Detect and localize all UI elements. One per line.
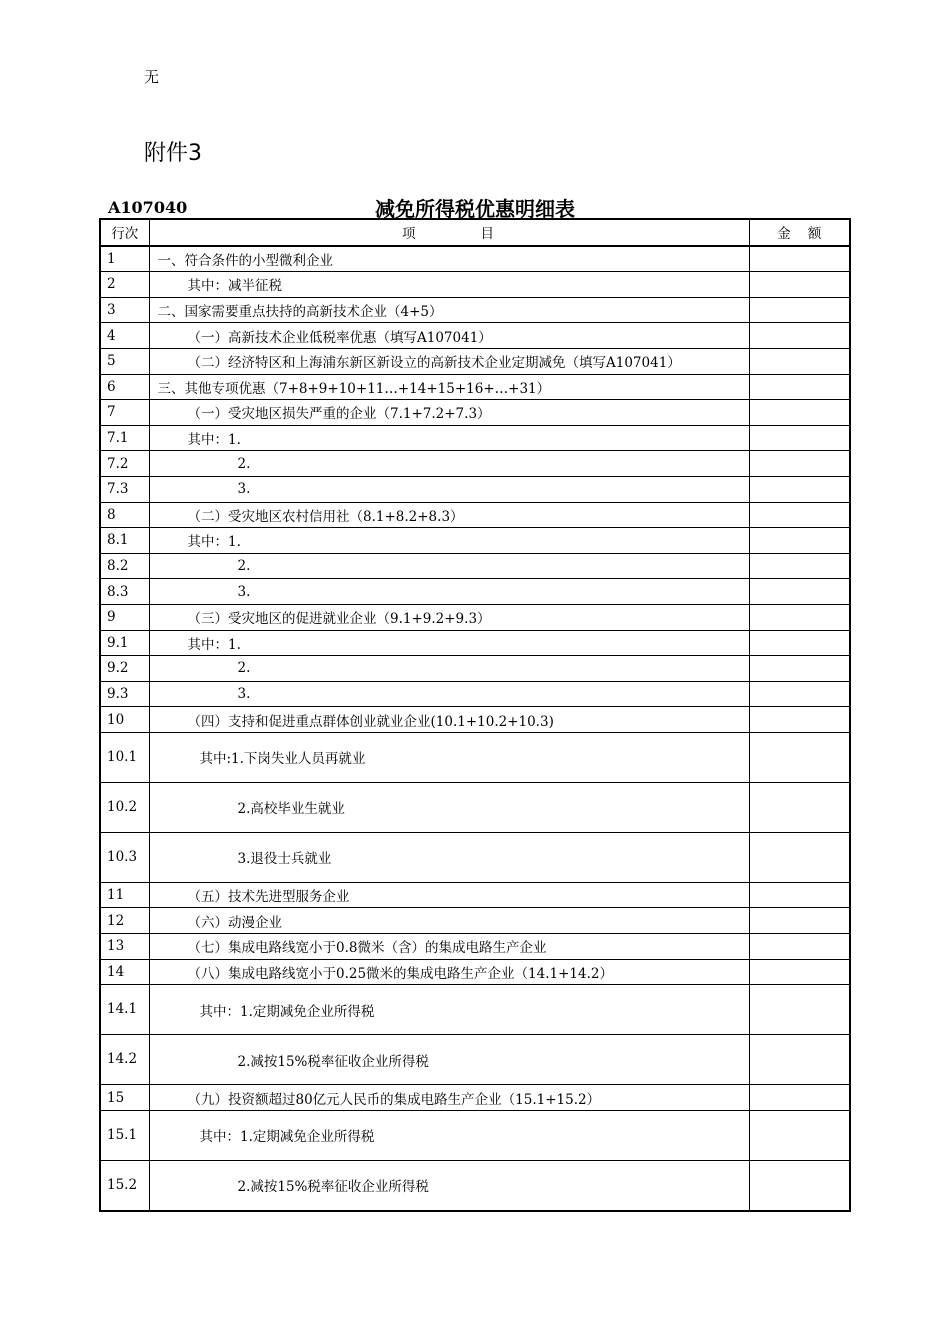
row-amount-cell[interactable] [749, 604, 850, 630]
row-item-label: 2.减按15%税率征收企业所得税 [149, 1160, 749, 1211]
tax-reduction-table [99, 218, 851, 1212]
row-amount-cell[interactable] [749, 400, 850, 426]
row-item-label: （三）受灾地区的促进就业企业（9.1+9.2+9.3） [149, 604, 749, 630]
row-amount-cell[interactable] [749, 425, 850, 451]
row-amount-cell[interactable] [749, 246, 850, 272]
header-line-number: 行次 [100, 219, 149, 246]
row-amount-cell[interactable] [749, 908, 850, 934]
table-row [100, 1160, 850, 1211]
row-amount-cell[interactable] [749, 630, 850, 656]
table-row [100, 272, 850, 298]
row-amount-cell[interactable] [749, 832, 850, 882]
header-item: 项 目 [149, 219, 749, 246]
table-row [100, 297, 850, 323]
table-row [100, 681, 850, 707]
row-amount-cell[interactable] [749, 959, 850, 985]
row-item-label: 3. [149, 681, 749, 707]
row-line-number: 6 [100, 374, 149, 400]
row-amount-cell[interactable] [749, 934, 850, 960]
row-amount-cell[interactable] [749, 882, 850, 908]
table-body [100, 246, 850, 1211]
row-amount-cell[interactable] [749, 528, 850, 554]
row-amount-cell[interactable] [749, 1035, 850, 1085]
table-row [100, 348, 850, 374]
row-line-number: 8 [100, 502, 149, 528]
row-amount-cell[interactable] [749, 681, 850, 707]
form-code: A107040 [108, 198, 188, 217]
row-line-number: 13 [100, 934, 149, 960]
row-item-label: 一、符合条件的小型微利企业 [149, 246, 749, 272]
row-line-number: 8.2 [100, 553, 149, 579]
row-item-label: 其中：减半征税 [149, 272, 749, 298]
table-row [100, 502, 850, 528]
row-line-number: 10.3 [100, 832, 149, 882]
row-line-number: 7.2 [100, 451, 149, 477]
row-item-label: 3.退役士兵就业 [149, 832, 749, 882]
header-amount: 金 额 [749, 219, 850, 246]
row-item-label: 其中：1. [149, 528, 749, 554]
table-row [100, 656, 850, 682]
row-item-label: （八）集成电路线宽小于0.25微米的集成电路生产企业（14.1+14.2） [149, 959, 749, 985]
row-amount-cell[interactable] [749, 451, 850, 477]
row-line-number: 10.2 [100, 782, 149, 832]
row-item-label: （一）高新技术企业低税率优惠（填写A107041） [149, 323, 749, 349]
table-row [100, 604, 850, 630]
row-amount-cell[interactable] [749, 1160, 850, 1211]
row-line-number: 3 [100, 297, 149, 323]
row-amount-cell[interactable] [749, 985, 850, 1035]
row-item-label: （九）投资额超过80亿元人民币的集成电路生产企业（15.1+15.2） [149, 1085, 749, 1111]
table-row [100, 1110, 850, 1160]
row-line-number: 9.3 [100, 681, 149, 707]
row-line-number: 10 [100, 707, 149, 733]
row-amount-cell[interactable] [749, 553, 850, 579]
table-row [100, 882, 850, 908]
row-item-label: 2.高校毕业生就业 [149, 782, 749, 832]
table-row [100, 630, 850, 656]
row-item-label: 其中：1. [149, 425, 749, 451]
row-amount-cell[interactable] [749, 374, 850, 400]
table-row [100, 553, 850, 579]
row-line-number: 7.3 [100, 476, 149, 502]
row-line-number: 12 [100, 908, 149, 934]
row-amount-cell[interactable] [749, 782, 850, 832]
row-item-label: （七）集成电路线宽小于0.8微米（含）的集成电路生产企业 [149, 934, 749, 960]
row-amount-cell[interactable] [749, 656, 850, 682]
row-item-label: 三、其他专项优惠（7+8+9+10+11…+14+15+16+…+31） [149, 374, 749, 400]
row-line-number: 10.1 [100, 732, 149, 782]
table-row [100, 782, 850, 832]
row-line-number: 11 [100, 882, 149, 908]
row-amount-cell[interactable] [749, 476, 850, 502]
table-row [100, 476, 850, 502]
row-item-label: 其中：1.定期减免企业所得税 [149, 1110, 749, 1160]
row-item-label: 2. [149, 553, 749, 579]
row-line-number: 14.1 [100, 985, 149, 1035]
row-item-label: （五）技术先进型服务企业 [149, 882, 749, 908]
row-item-label: 2. [149, 451, 749, 477]
row-line-number: 9 [100, 604, 149, 630]
table-row [100, 425, 850, 451]
row-item-label: （六）动漫企业 [149, 908, 749, 934]
row-item-label: 2.减按15%税率征收企业所得税 [149, 1035, 749, 1085]
row-item-label: 其中:1.下岗失业人员再就业 [149, 732, 749, 782]
table-row [100, 374, 850, 400]
row-item-label: 3. [149, 579, 749, 605]
row-line-number: 9.2 [100, 656, 149, 682]
table-row [100, 707, 850, 733]
table-header-row [100, 219, 850, 246]
table-row [100, 908, 850, 934]
row-amount-cell[interactable] [749, 272, 850, 298]
row-amount-cell[interactable] [749, 348, 850, 374]
row-amount-cell[interactable] [749, 1085, 850, 1111]
table-row [100, 528, 850, 554]
form-title: 减免所得税优惠明细表 [375, 197, 575, 221]
row-item-label: 其中：1. [149, 630, 749, 656]
row-line-number: 1 [100, 246, 149, 272]
row-item-label: 二、国家需要重点扶持的高新技术企业（4+5） [149, 297, 749, 323]
row-line-number: 8.3 [100, 579, 149, 605]
row-item-label: （二）经济特区和上海浦东新区新设立的高新技术企业定期减免（填写A107041） [149, 348, 749, 374]
table-row [100, 246, 850, 272]
row-line-number: 4 [100, 323, 149, 349]
row-item-label: 3. [149, 476, 749, 502]
table-row [100, 400, 850, 426]
attachment-label: 附件3 [144, 141, 202, 166]
row-line-number: 14 [100, 959, 149, 985]
top-note: 无 [144, 68, 160, 86]
row-amount-cell[interactable] [749, 1110, 850, 1160]
row-line-number: 7 [100, 400, 149, 426]
row-item-label: （四）支持和促进重点群体创业就业企业(10.1+10.2+10.3) [149, 707, 749, 733]
table-row [100, 1085, 850, 1111]
row-line-number: 14.2 [100, 1035, 149, 1085]
row-amount-cell[interactable] [749, 732, 850, 782]
table-row [100, 323, 850, 349]
row-item-label: 2. [149, 656, 749, 682]
row-line-number: 5 [100, 348, 149, 374]
row-line-number: 9.1 [100, 630, 149, 656]
table-row [100, 732, 850, 782]
row-item-label: （一）受灾地区损失严重的企业（7.1+7.2+7.3） [149, 400, 749, 426]
row-line-number: 2 [100, 272, 149, 298]
row-amount-cell[interactable] [749, 579, 850, 605]
table-row [100, 959, 850, 985]
row-line-number: 8.1 [100, 528, 149, 554]
row-line-number: 15.2 [100, 1160, 149, 1211]
table-row [100, 934, 850, 960]
row-amount-cell[interactable] [749, 707, 850, 733]
table-row [100, 579, 850, 605]
table-row [100, 832, 850, 882]
row-amount-cell[interactable] [749, 323, 850, 349]
row-line-number: 15.1 [100, 1110, 149, 1160]
table-row [100, 1035, 850, 1085]
row-item-label: （二）受灾地区农村信用社（8.1+8.2+8.3） [149, 502, 749, 528]
row-line-number: 7.1 [100, 425, 149, 451]
row-amount-cell[interactable] [749, 297, 850, 323]
table-row [100, 451, 850, 477]
row-amount-cell[interactable] [749, 502, 850, 528]
row-item-label: 其中：1.定期减免企业所得税 [149, 985, 749, 1035]
row-line-number: 15 [100, 1085, 149, 1111]
table-row [100, 985, 850, 1035]
